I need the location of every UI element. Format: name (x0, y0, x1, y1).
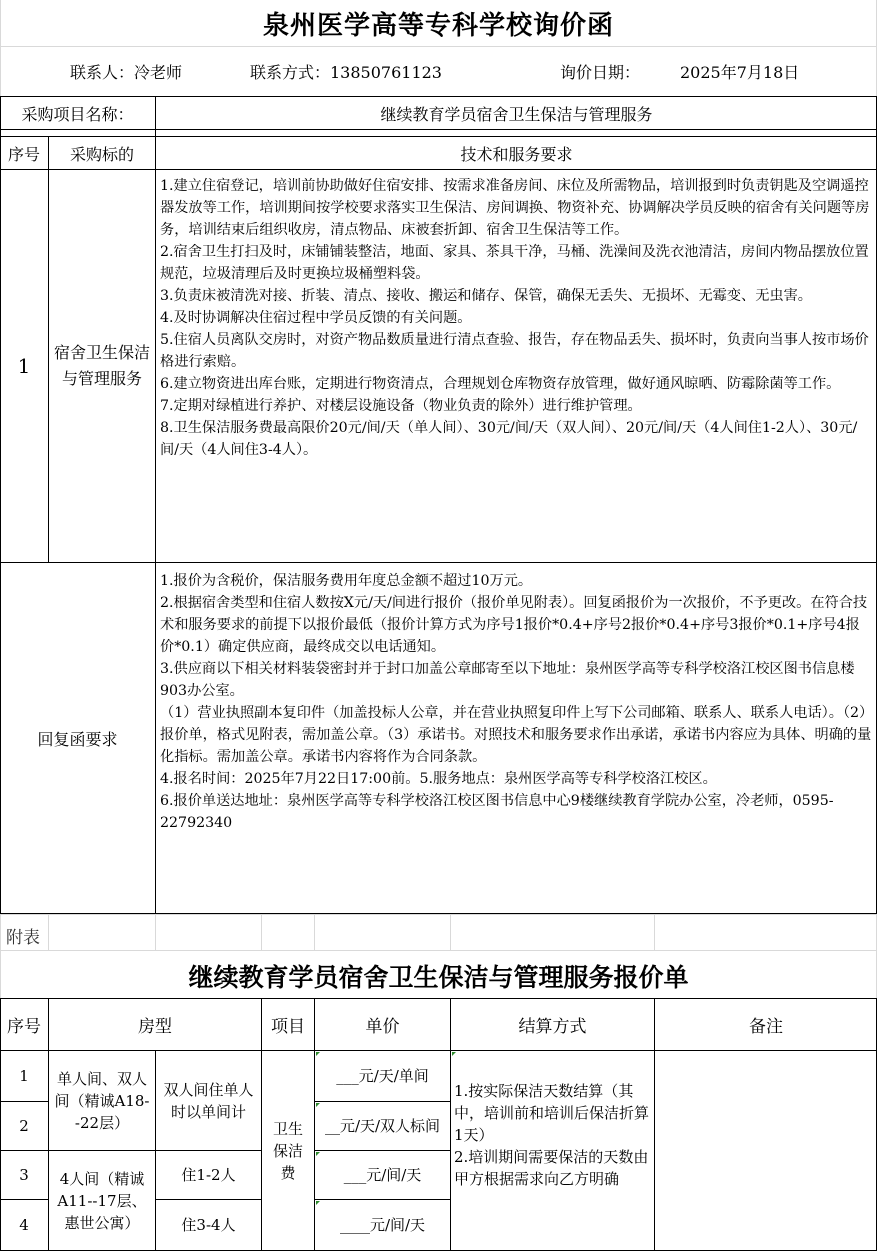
room-type-group-2: 4人间（精诚A11--17层、惠世公寓） (57, 1169, 147, 1232)
room-type-group-1-sub: 双人间住单人时以单间计 (163, 1080, 254, 1121)
reply-requirements (160, 570, 874, 834)
table-border (315, 1101, 451, 1102)
header-no: 序号 (7, 144, 40, 164)
gridline (0, 0, 1, 96)
reply-item: 4.报名时间：2025年7月22日17:00前。5.服务地点：泉州医学高等专科学校洛江校区。 (160, 771, 717, 787)
row-no: 1 (17, 354, 31, 378)
contact-person: 联系人：冷老师 (70, 63, 183, 82)
room-type-group-2-sub-1: 住1-2人 (181, 1166, 236, 1184)
quote-header-room: 房型 (138, 1017, 172, 1037)
cell-marker-icon (316, 1052, 320, 1056)
requirement-item: 5.住宿人员离队交房时，对资产物品数质量进行清点查验、报告，存在物品丢失、损坏时，负责向当事人按市场价格进行索赔。 (160, 332, 869, 370)
quote-header-note: 备注 (749, 1017, 783, 1037)
header-item: 采购标的 (69, 144, 134, 164)
inquiry-date-value: 2025年7月18日 (680, 63, 800, 82)
table-border (261, 998, 262, 1251)
gridline (450, 914, 451, 950)
requirement-item: 4.及时协调解决住宿过程中学员反馈的有关问题。 (160, 310, 472, 326)
table-border (0, 96, 1, 914)
table-border (155, 1050, 156, 1251)
unit-price-field[interactable]: ___元/间/天 (343, 1166, 422, 1184)
table-border (0, 998, 1, 1251)
table-border (315, 1150, 451, 1151)
requirement-item: 7.定期对绿植进行养护、对楼层设施设备（物业负责的除外）进行维护管理。 (160, 398, 642, 414)
inquiry-date-label: 询价日期： (560, 63, 641, 82)
table-border (450, 998, 451, 1251)
reply-item: 6.报价单送达地址：泉州医学高等专科学校洛江校区图书信息中心9楼继续教育学院办公室，冷老师，0595-22792340 (160, 793, 834, 831)
table-border (0, 1101, 49, 1102)
cell-marker-icon (452, 1052, 456, 1056)
cell-marker-icon (316, 1103, 320, 1107)
requirement-item: 6.建立物资进出库台账，定期进行物资清点，合理规划仓库物资存放管理，做好通风晾晒、防霉除菌等工作。 (160, 376, 841, 392)
gridline (48, 914, 49, 950)
header-requirements: 技术和服务要求 (460, 144, 573, 164)
unit-price-field[interactable]: ___元/天/单间 (336, 1067, 429, 1085)
quote-row-no: 3 (19, 1166, 29, 1184)
unit-price-field[interactable]: ____元/间/天 (339, 1216, 426, 1234)
settlement-item: 1.按实际保洁天数结算（其中，培训前和培训后保洁折算1天） (454, 1082, 650, 1144)
item-fee: 卫生保洁费 (272, 1119, 303, 1182)
settlement-method (454, 1080, 652, 1190)
quote-title: 继续教育学员宿舍卫生保洁与管理服务报价单 (188, 963, 689, 992)
quote-row-no: 1 (19, 1067, 29, 1085)
quote-header-settle: 结算方式 (518, 1017, 587, 1037)
table-border (0, 1199, 49, 1200)
table-border (155, 1199, 262, 1200)
table-border (0, 913, 877, 914)
quote-header-no: 序号 (7, 1017, 41, 1037)
table-border (0, 96, 877, 97)
table-border (0, 1050, 877, 1051)
table-border (0, 998, 877, 999)
table-border (0, 1150, 262, 1151)
table-border (0, 169, 877, 170)
appendix-label: 附表 (6, 928, 40, 948)
reply-item: 2.根据宿舍类型和住宿人数按X元/天/间进行报价（报价单见附表）。回复函报价为一次报价，不予更改。在符合技术和服务要求的前提下以报价最低（报价计算方式为序号1报价*0.4+序号2报价*0.4+序号3报价*0.1+序号4报价*0.1）确定供应商，最终成交以电话通知。 (160, 595, 868, 655)
project-name-value: 继续教育学员宿舍卫生保洁与管理服务 (380, 104, 653, 124)
quote-row-no: 2 (19, 1117, 29, 1135)
cell-marker-icon (316, 1201, 320, 1205)
table-border (314, 998, 315, 1251)
requirement-item: 3.负责床被清洗对接、折装、清点、接收、搬运和储存、保管，确保无丢失、无损坏、无霉变、无虫害。 (160, 288, 812, 304)
table-border (48, 998, 49, 1251)
reply-item: 1.报价为含税价，保洁服务费用年度总金额不超过10万元。 (160, 573, 533, 589)
page-title: 泉州医学高等专科学校询价函 (262, 10, 614, 41)
reply-label: 回复函要求 (37, 730, 118, 749)
room-type-group-1: 单人间、双人间（精诚A18--22层） (54, 1069, 150, 1132)
table-border (654, 998, 655, 1251)
gridline (0, 914, 877, 915)
table-border (0, 136, 877, 137)
table-border (0, 129, 877, 130)
reply-item: 3.供应商以下相关材料装袋密封并于封口加盖公章邮寄至以下地址：泉州医学高等专科学校洛江校区图书信息楼903办公室。 (160, 661, 855, 699)
requirement-item: 8.卫生保洁服务费最高限价20元/间/天（单人间）、30元/间/天（双人间）、20元/间/天（4人间住1-2人）、30元/间/天（4人间住3-4人）。 (160, 420, 858, 458)
room-type-group-2-sub-2: 住3-4人 (181, 1216, 236, 1234)
table-border (315, 1199, 451, 1200)
gridline (261, 914, 262, 950)
unit-price-field[interactable]: __元/天/双人标间 (324, 1117, 441, 1135)
gridline (0, 950, 877, 951)
project-name-label: 采购项目名称： (21, 104, 134, 124)
table-border (155, 96, 156, 914)
gridline (0, 914, 1, 998)
table-border (48, 136, 49, 563)
quote-header-price: 单价 (365, 1017, 400, 1037)
cell-marker-icon (316, 1152, 320, 1156)
requirement-item: 1.建立住宿登记，培训前协助做好住宿安排、按需求准备房间、床位及所需物品，培训报到时负责钥匙及空调遥控器发放等工作，培训期间按学校要求落实卫生保洁、房间调换、物资补充、协调解决学员反映的宿舍有关问题等房务，培训结束后组织收房，清点物品、床被套折卸、宿舍卫生保洁等工作。 (160, 178, 870, 238)
requirement-item: 2.宿舍卫生打扫及时，床铺铺装整洁，地面、家具、茶具干净，马桶、洗澡间及洗衣池清洁，房间内物品摆放位置规范，垃圾清理后及时更换垃圾桶塑料袋。 (160, 244, 869, 282)
quote-row-no: 4 (19, 1216, 29, 1234)
gridline (314, 914, 315, 950)
quote-header-item: 项目 (271, 1017, 305, 1037)
gridline (155, 914, 156, 950)
gridline (0, 46, 877, 47)
table-border (0, 562, 877, 563)
contact-phone: 联系方式：13850761123 (250, 63, 442, 82)
row-item: 宿舍卫生保洁与管理服务 (53, 343, 150, 388)
note-cell[interactable] (655, 1051, 877, 1250)
reply-item: （1）营业执照副本复印件（加盖投标人公章，并在营业执照复印件上写下公司邮箱、联系人、联系人电话）。（2）报价单，格式见附表，需加盖公章。（3）承诺书。对照技术和服务要求作出承诺，承诺书内容应为具体、明确的量化指标。需加盖公章。承诺书内容将作为合同条款。 (160, 705, 874, 765)
gridline (654, 914, 655, 950)
settlement-item: 2.培训期间需要保洁的天数由甲方根据需求向乙方明确 (454, 1148, 649, 1188)
technical-requirements (160, 175, 874, 461)
